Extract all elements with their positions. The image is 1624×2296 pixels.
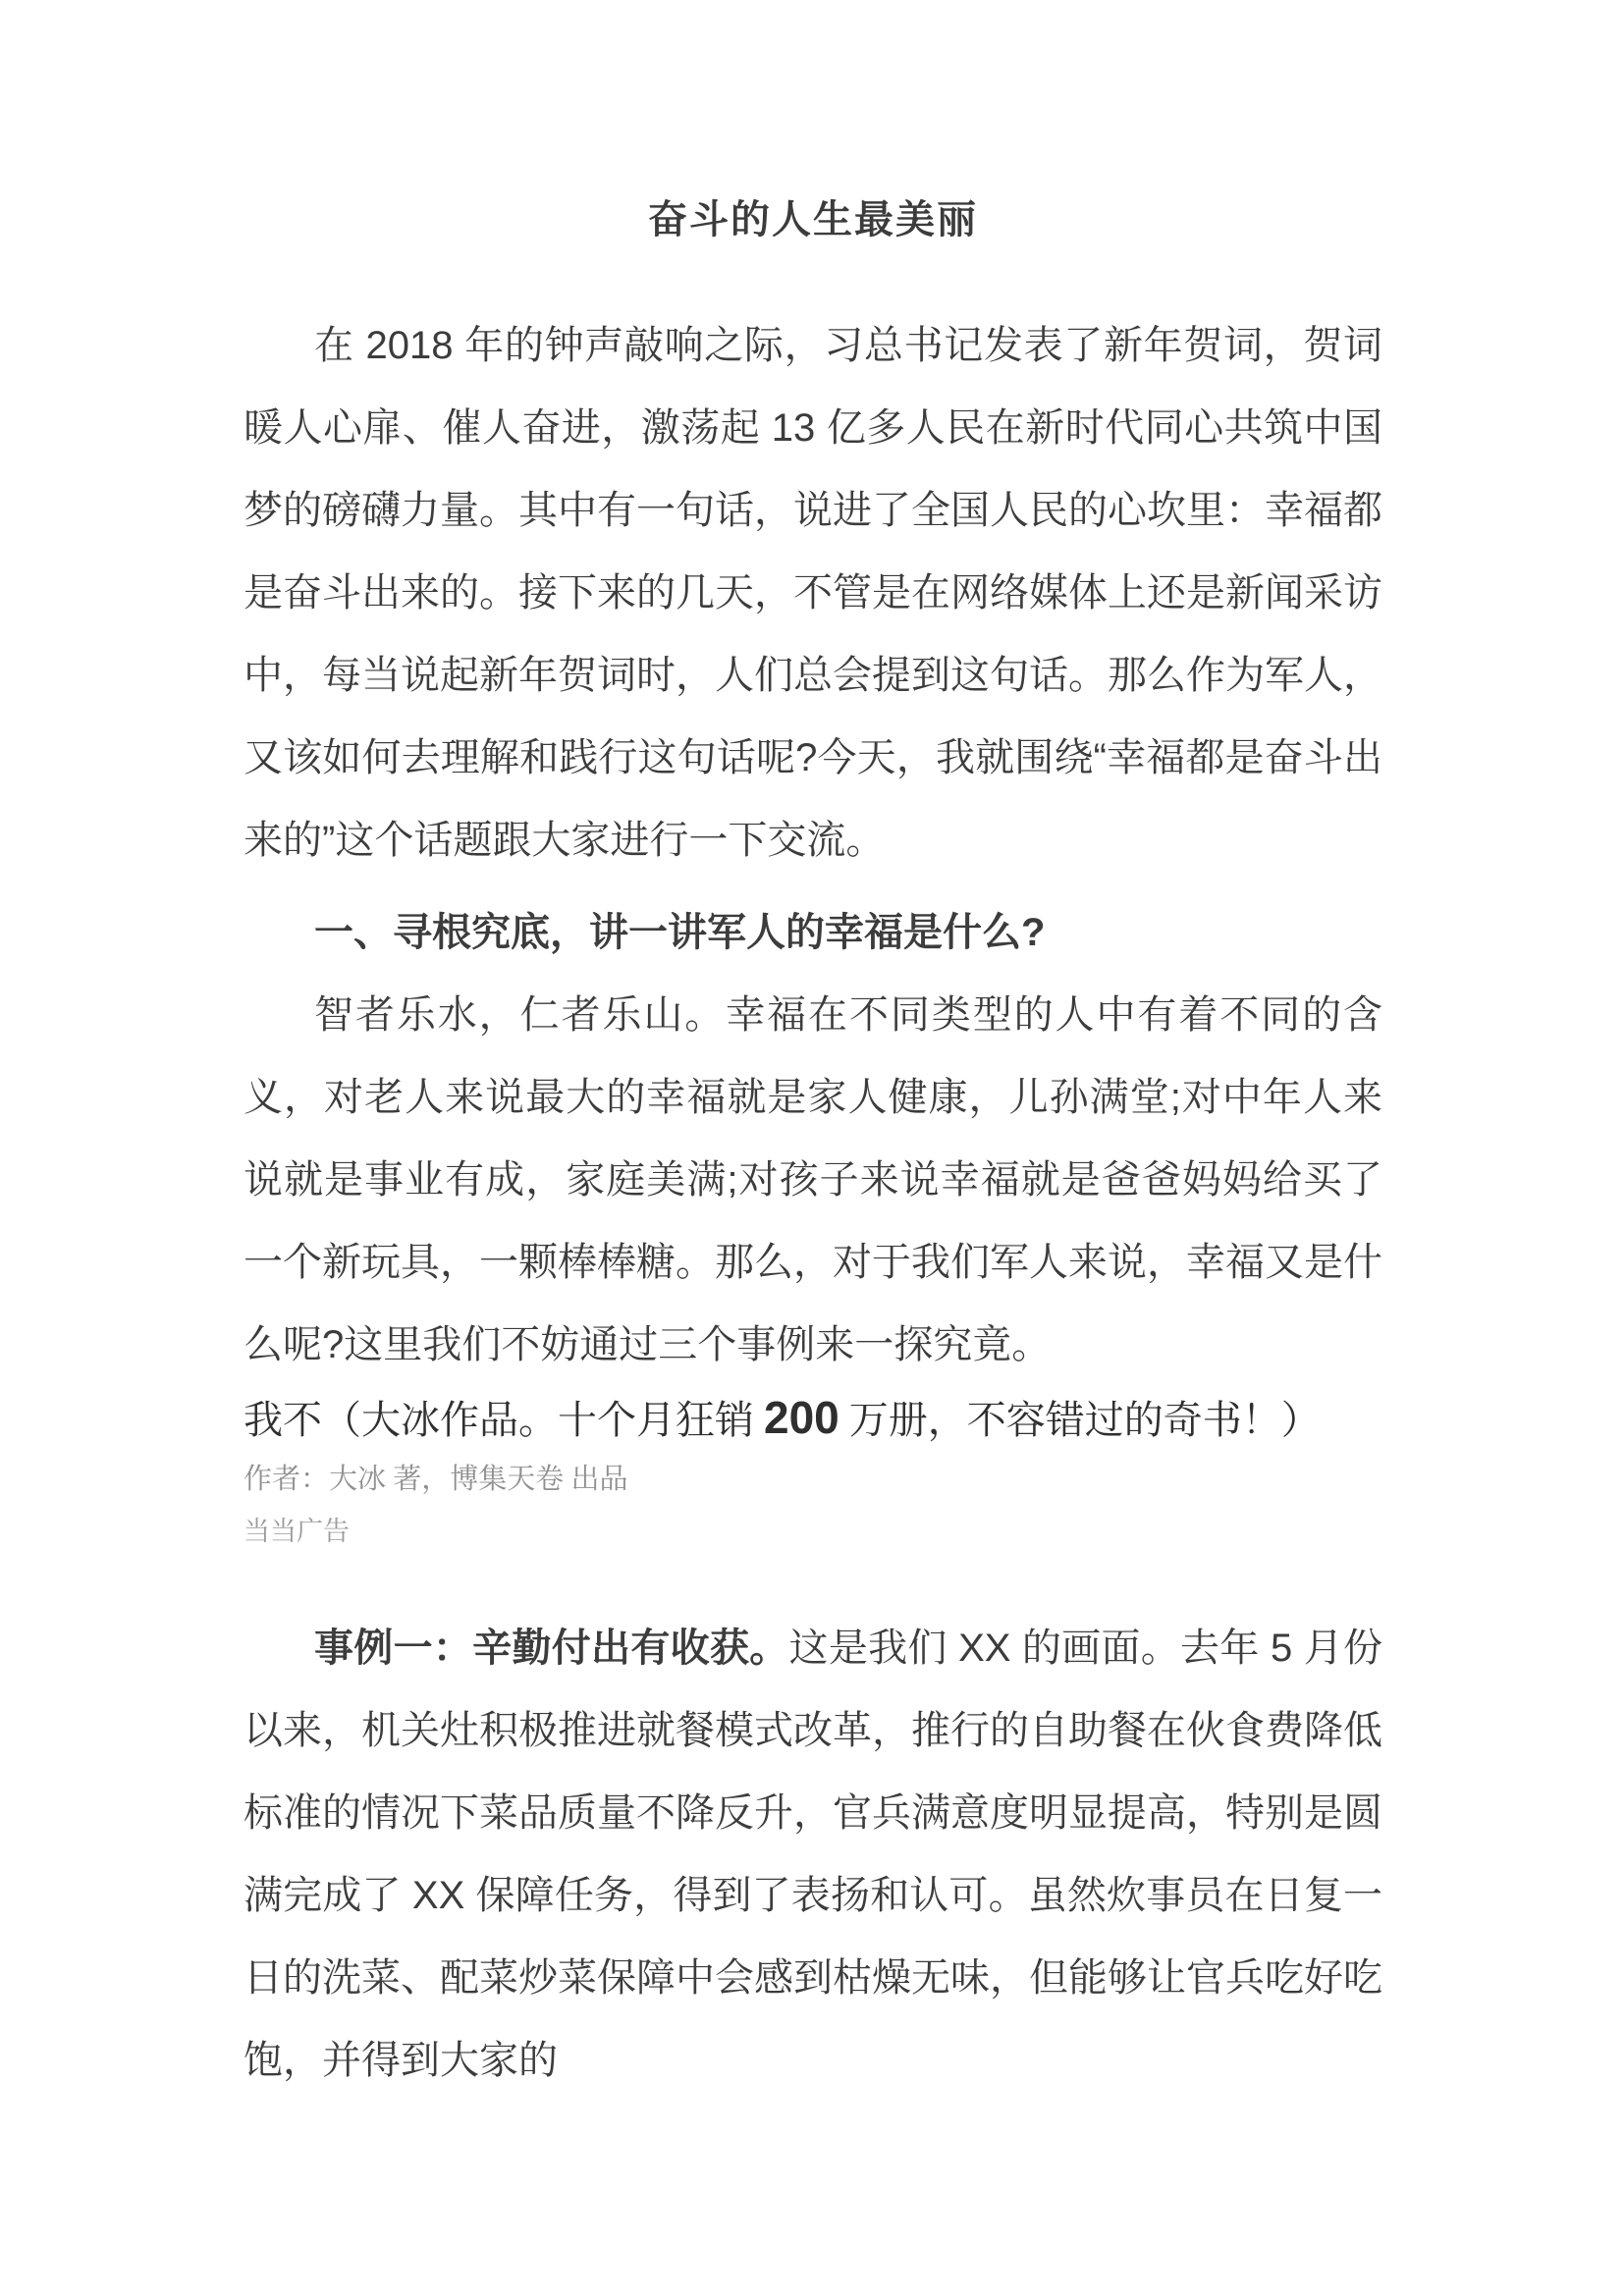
ad-author-line: 作者：大冰 著，博集天卷 出品 <box>244 1464 628 1495</box>
ad-title-text-suffix: 万册，不容错过的奇书！） <box>839 1398 1321 1442</box>
ad-label: 当当广告 <box>244 1517 350 1546</box>
ad-sales-number: 200 <box>764 1392 839 1443</box>
case1-body: 这是我们 XX 的画面。去年 5 月份以来，机关灶积极推进就餐模式改革，推行的自助餐在伙食费降低标准的情况下菜品质量不降反升，官兵满意度明显提高，特别是圆满完成了 XX 保障任务，得到了表扬和认可。虽然炊事员在日复一日的洗菜、配菜炒菜保障中会感到枯燥无味，但能够让官兵吃好吃饱，并得到大家的 <box>244 1627 1382 2082</box>
paragraph-section1: 智者乐水，仁者乐山。幸福在不同类型的人中有着不同的含义，对老人来说最大的幸福就是家人健康，儿孙满堂;对中年人来说就是事业有成，家庭美满;对孩子来说幸福就是爸爸妈妈给买了一个新玩具，一颗棒棒糖。那么，对于我们军人来说，幸福又是什么呢?这里我们不妨通过三个事例来一探究竟。 <box>244 993 1382 1366</box>
paragraph-intro: 在 2018 年的钟声敲响之际，习总书记发表了新年贺词，贺词暖人心扉、催人奋进，激荡起 13 亿多人民在新时代同心共筑中国梦的磅礴力量。其中有一句话，说进了全国人民的心坎里：幸福都是奋斗出来的。接下来的几天，不管是在网络媒体上还是新闻采访中，每当说起新年贺词时，人们总会提到这句话。那么作为军人，又该如何去理解和践行这句话呢?今天，我就围绕“幸福都是奋斗出来的”这个话题跟大家进行一下交流。 <box>244 324 1382 862</box>
ad-title-link[interactable] <box>244 1386 1382 1452</box>
paragraph-case1 <box>244 1607 1382 2102</box>
document-title: 奋斗的人生最美丽 <box>648 197 978 241</box>
case1-lead: 事例一：辛勤付出有收获。 <box>314 1627 789 1670</box>
inline-ad <box>244 1386 1382 1556</box>
section-heading: 一、寻根究底，讲一讲军人的幸福是什么? <box>314 911 1046 954</box>
ad-title-text: 我不（大冰作品。十个月狂销 <box>244 1398 764 1442</box>
